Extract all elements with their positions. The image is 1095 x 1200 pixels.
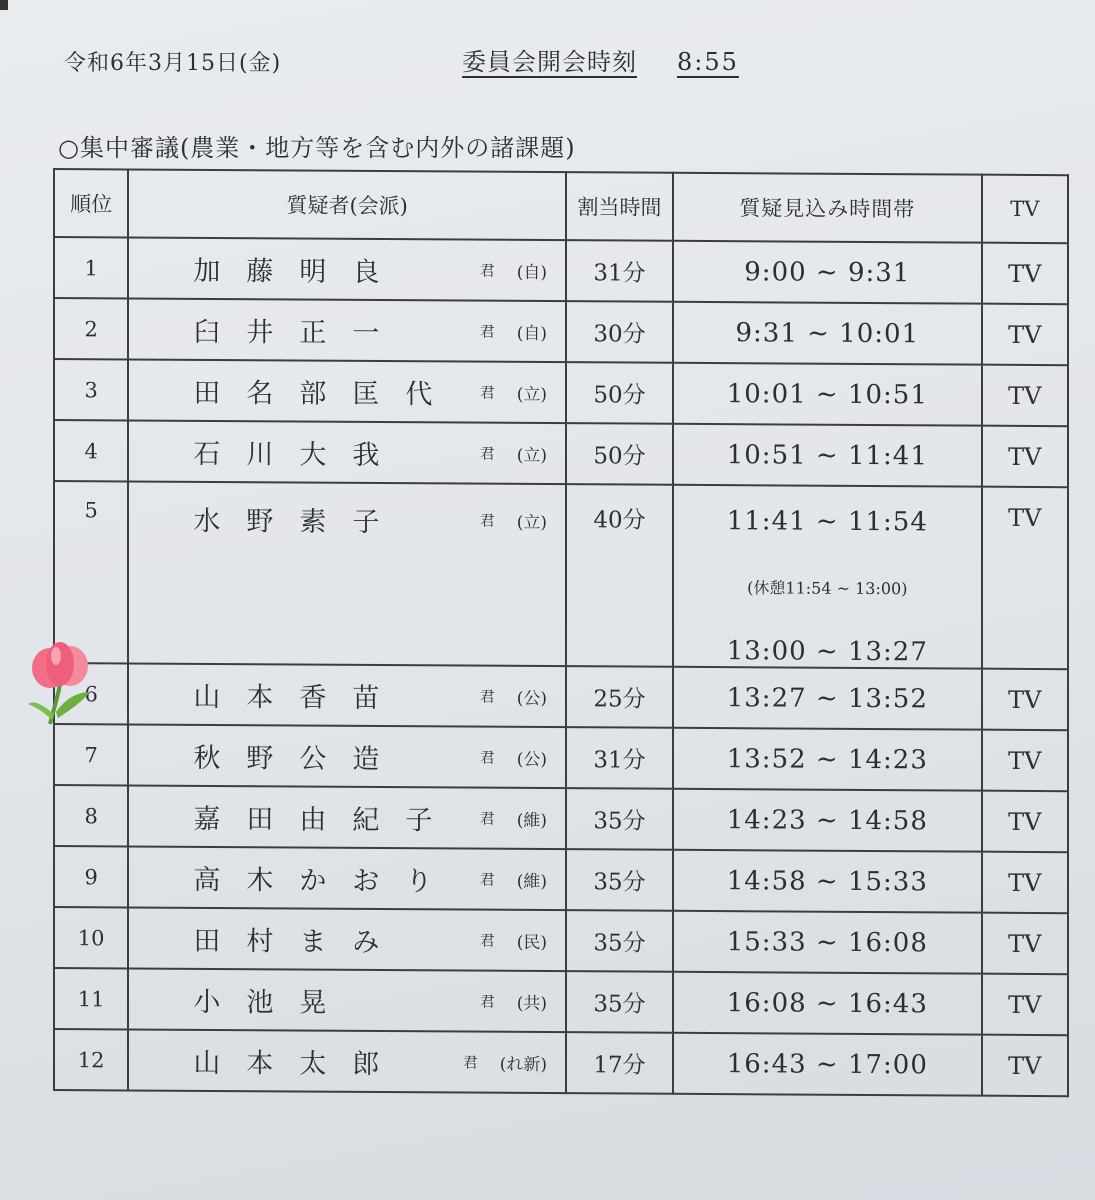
- questioner-name: 水野素子: [193, 505, 406, 539]
- time-slot-cell: [673, 485, 982, 669]
- questioner-cell: [128, 785, 566, 849]
- questioner-cell: [128, 846, 566, 910]
- tv-cell: TV: [982, 913, 1068, 975]
- schedule-table: [53, 168, 1069, 1097]
- table-header-row: [54, 169, 1068, 243]
- honorific: 君: [479, 322, 495, 341]
- questioner-cell: [128, 1029, 566, 1093]
- table-row: [54, 724, 1068, 791]
- questioner-name: 山本香苗: [193, 681, 406, 715]
- party: (立): [516, 384, 548, 406]
- tv-cell: TV: [982, 1035, 1068, 1097]
- col-header-questioner: 質疑者(会派): [128, 169, 566, 240]
- questioner-cell: [128, 968, 566, 1032]
- party: (民): [516, 932, 548, 954]
- party: (自): [516, 323, 548, 345]
- open-time: 8:55: [677, 48, 739, 76]
- questioner-cell: [128, 359, 566, 423]
- allocated-time-cell: 50分: [566, 423, 673, 485]
- questioner-name: 嘉田由紀子: [193, 803, 459, 837]
- time-slot-cell: 13:27 ~ 13:52: [673, 667, 982, 730]
- table-row: [54, 481, 1068, 669]
- rank-cell: 8: [54, 785, 128, 846]
- honorific: 君: [479, 870, 495, 889]
- committee-open-time: [462, 42, 739, 77]
- questioner-cell: [128, 420, 566, 484]
- time-slot-cell: 16:08 ~ 16:43: [673, 972, 982, 1035]
- questioner-cell: [128, 237, 566, 301]
- honorific: 君: [479, 809, 495, 828]
- rank-cell: 2: [54, 298, 128, 359]
- table-row: [54, 846, 1068, 913]
- rank-cell: 5: [54, 481, 128, 663]
- party: (公): [516, 749, 548, 771]
- honorific: 君: [462, 1053, 478, 1072]
- col-header-allocated-time: 割当時間: [566, 172, 673, 241]
- col-header-rank: 順位: [54, 169, 128, 237]
- honorific: 君: [479, 748, 495, 767]
- time-slot-cell: 13:52 ~ 14:23: [673, 728, 982, 791]
- rank-cell: 11: [54, 968, 128, 1029]
- tv-cell: TV: [982, 974, 1068, 1036]
- table-row: [54, 907, 1068, 974]
- table-row: [54, 968, 1068, 1035]
- rank-cell: 10: [54, 907, 128, 968]
- tv-cell: TV: [982, 365, 1068, 427]
- questioner-name: 秋野公造: [193, 742, 406, 776]
- honorific: 君: [479, 931, 495, 950]
- tv-cell: TV: [982, 730, 1068, 792]
- party: (れ新): [499, 1054, 548, 1076]
- table-row: [54, 785, 1068, 852]
- allocated-time-cell: 31分: [566, 240, 673, 302]
- honorific: 君: [479, 687, 495, 706]
- time-slot-before-break: 11:41 ~ 11:54: [726, 506, 928, 538]
- honorific: 君: [479, 992, 495, 1011]
- questioner-name: 石川大我: [193, 438, 406, 472]
- allocated-time-cell: 50分: [566, 362, 673, 424]
- meeting-date: 令和6年3月15日(金): [64, 51, 282, 76]
- tv-cell: TV: [982, 304, 1068, 366]
- party: (維): [516, 871, 548, 893]
- table-row: [54, 237, 1068, 304]
- table-row: [54, 298, 1068, 365]
- open-label: 委員会開会時刻: [462, 48, 637, 76]
- time-slot-cell: 9:00 ~ 9:31: [673, 241, 982, 304]
- rank-cell: 6: [54, 663, 128, 724]
- time-slot-after-break: 13:00 ~ 13:27: [726, 636, 928, 668]
- allocated-time-cell: 17分: [566, 1032, 673, 1094]
- table-row: [54, 1029, 1068, 1096]
- tv-cell: TV: [982, 669, 1068, 731]
- honorific: 君: [479, 444, 495, 463]
- tv-cell: TV: [982, 426, 1068, 488]
- honorific: 君: [479, 383, 495, 402]
- time-slot-cell: 15:33 ~ 16:08: [673, 911, 982, 974]
- questioner-name: 山本太郎: [193, 1047, 406, 1081]
- rank-cell: 1: [54, 237, 128, 298]
- allocated-time-cell: 30分: [566, 301, 673, 363]
- party: (維): [516, 810, 548, 832]
- allocated-time-cell: 25分: [566, 666, 673, 728]
- col-header-tv: TV: [982, 175, 1068, 244]
- tv-cell: TV: [982, 852, 1068, 914]
- corner-mark: [0, 0, 8, 10]
- table-row: [54, 359, 1068, 426]
- questioner-name: 臼井正一: [193, 316, 406, 350]
- allocated-time-cell: 31分: [566, 727, 673, 789]
- col-header-time-slot: 質疑見込み時間帯: [673, 173, 982, 243]
- table-row: [54, 420, 1068, 487]
- time-slot-cell: 16:43 ~ 17:00: [673, 1033, 982, 1096]
- rank-cell: 12: [54, 1029, 128, 1090]
- time-slot-cell: 10:01 ~ 10:51: [673, 363, 982, 426]
- allocated-time-cell: 35分: [566, 910, 673, 972]
- honorific: 君: [479, 261, 495, 280]
- honorific: 君: [479, 511, 495, 530]
- time-slot-cell: 14:58 ~ 15:33: [673, 850, 982, 913]
- rank-cell: 4: [54, 420, 128, 481]
- allocated-time-cell: 35分: [566, 849, 673, 911]
- questioner-name: 田村まみ: [193, 925, 406, 959]
- table-row: [54, 663, 1068, 730]
- allocated-time-cell: 35分: [566, 971, 673, 1033]
- tv-cell: TV: [982, 243, 1068, 305]
- tulip-icon: [20, 634, 100, 726]
- party: (立): [516, 445, 548, 467]
- party: (共): [516, 993, 548, 1015]
- time-slot-cell: 14:23 ~ 14:58: [673, 789, 982, 852]
- allocated-time-cell: 35分: [566, 788, 673, 850]
- tv-cell: TV: [982, 487, 1068, 670]
- questioner-cell: [128, 481, 566, 666]
- rank-cell: 3: [54, 359, 128, 420]
- party: (立): [516, 512, 548, 534]
- party: (公): [516, 688, 548, 710]
- break-note: (休憩11:54 ~ 13:00): [747, 577, 908, 598]
- questioner-name: 高木かおり: [193, 864, 459, 898]
- allocated-time-cell: 40分: [566, 484, 673, 667]
- questioner-name: 田名部匡代: [193, 377, 459, 411]
- tv-cell: TV: [982, 791, 1068, 853]
- party: (自): [516, 262, 548, 284]
- questioner-cell: [128, 298, 566, 362]
- rank-cell: 7: [54, 724, 128, 785]
- section-title: ○集中審議(農業・地方等を含む内外の諸課題): [58, 134, 576, 162]
- questioner-cell: [128, 907, 566, 971]
- questioner-name: 小池晃: [193, 986, 353, 1019]
- questioner-cell: [128, 663, 566, 727]
- rank-cell: 9: [54, 846, 128, 907]
- questioner-name: 加藤明良: [193, 255, 406, 289]
- time-slot-cell: 10:51 ~ 11:41: [673, 424, 982, 487]
- questioner-cell: [128, 724, 566, 788]
- time-slot-cell: 9:31 ~ 10:01: [673, 302, 982, 365]
